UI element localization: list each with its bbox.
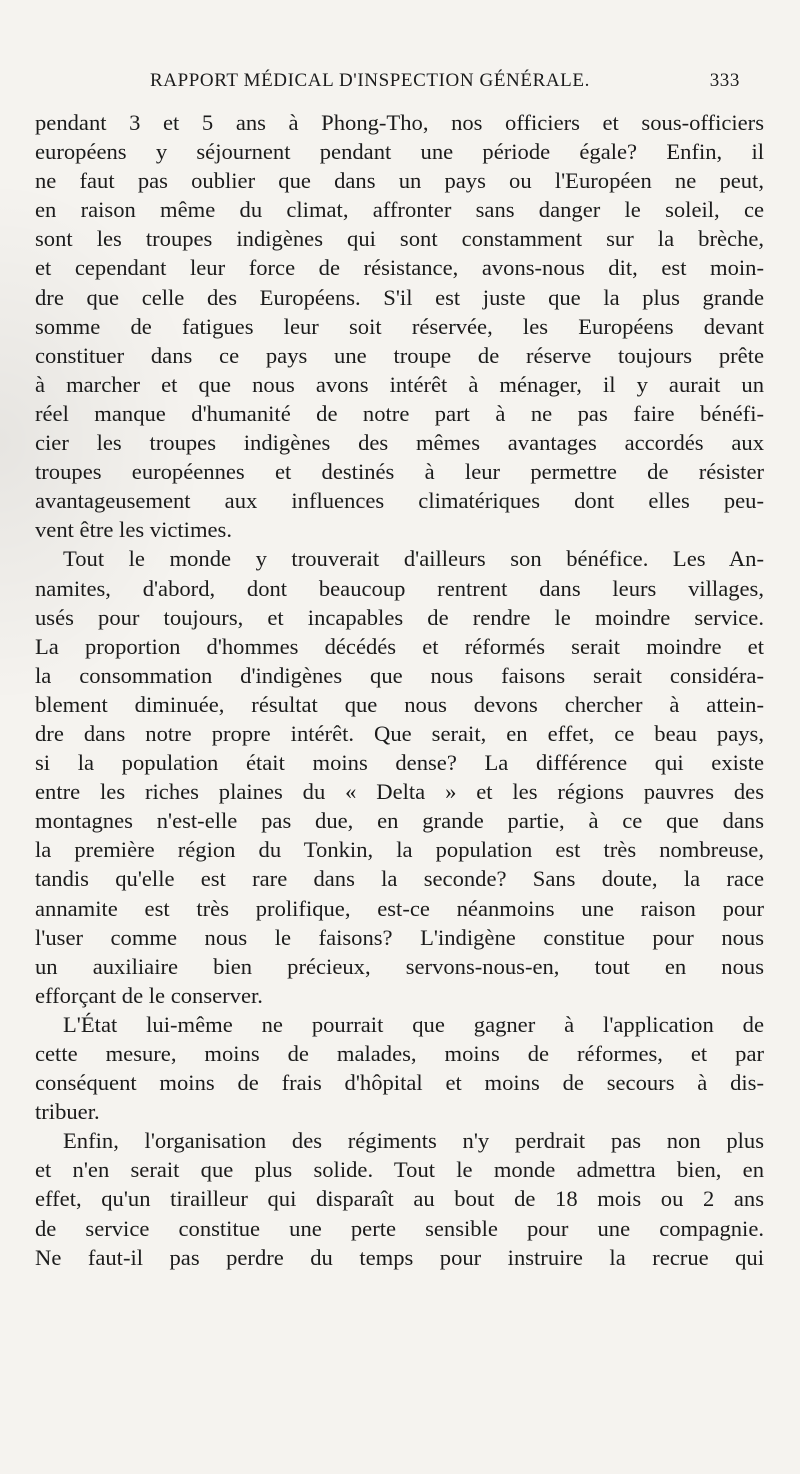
body-text [35, 108, 764, 1272]
text-line: somme de fatigues leur soit réservée, les Européens devant [35, 313, 764, 339]
text-line: cier les troupes indigènes des mêmes avantages accordés aux [35, 430, 764, 456]
text-line: la consommation d'indigènes que nous faisons serait considéra- [35, 662, 764, 688]
text-line: en raison même du climat, affronter sans danger le soleil, ce [35, 197, 764, 223]
text-line: l'user comme nous le faisons? L'indigène constitue pour nous [35, 924, 764, 950]
text-line: usés pour toujours, et incapables de rendre le moindre service. [35, 604, 764, 630]
text-line: vent être les victimes. [35, 517, 233, 543]
text-line: conséquent moins de frais d'hôpital et moins de secours à dis- [35, 1070, 764, 1096]
text-line: Ne faut-il pas perdre du temps pour instruire la recrue qui [35, 1244, 764, 1270]
text-line: namites, d'abord, dont beaucoup rentrent dans leurs villages, [35, 575, 764, 601]
text-line: entre les riches plaines du « Delta » et les régions pauvres des [35, 779, 764, 805]
running-title: RAPPORT MÉDICAL D'INSPECTION GÉNÉRALE. [150, 70, 590, 91]
text-line: pendant 3 et 5 ans à Phong-Tho, nos officiers et sous-officiers [35, 110, 764, 135]
text-line: ne faut pas oublier que dans un pays ou l'Européen ne peut, [35, 168, 764, 194]
text-line: effet, qu'un tirailleur qui disparaît au bout de 18 mois ou 2 ans [35, 1186, 764, 1212]
text-line: efforçant de le conserver. [35, 982, 263, 1008]
text-line: annamite est très prolifique, est-ce néanmoins une raison pour [35, 895, 764, 921]
page-number: 333 [709, 70, 740, 91]
text-line: à marcher et que nous avons intérêt à ménager, il y aurait un [35, 371, 764, 397]
text-line: troupes européennes et destinés à leur permettre de résister [35, 459, 764, 485]
text-line: cette mesure, moins de malades, moins de réformes, et par [35, 1041, 764, 1066]
text-line: constituer dans ce pays une troupe de réserve toujours prête [35, 342, 764, 368]
page-header [150, 70, 740, 96]
text-line: européens y séjournent pendant une période égale? Enfin, il [35, 139, 764, 165]
text-line: et cependant leur force de résistance, avons-nous dit, est moin- [35, 255, 764, 281]
text-line: Tout le monde y trouverait d'ailleurs son bénéfice. Les An- [63, 546, 764, 572]
text-line: sont les troupes indigènes qui sont constamment sur la brèche, [35, 226, 764, 252]
text-line: tandis qu'elle est rare dans la seconde? Sans doute, la race [35, 866, 764, 892]
text-line: réel manque d'humanité de notre part à ne pas faire bénéfi- [35, 400, 764, 426]
text-line: dre que celle des Européens. S'il est juste que la plus grande [35, 284, 764, 310]
text-line: avantageusement aux influences climatériques dont elles peu- [35, 488, 764, 514]
text-line: de service constitue une perte sensible pour une compagnie. [35, 1215, 764, 1241]
text-line: blement diminuée, résultat que nous devons chercher à attein- [35, 691, 764, 717]
text-line: L'État lui-même ne pourrait que gagner à l'application de [63, 1011, 764, 1037]
text-line: montagnes n'est-elle pas due, en grande partie, à ce que dans [35, 808, 764, 834]
text-line: et n'en serait que plus solide. Tout le monde admettra bien, en [35, 1157, 764, 1183]
text-line: tribuer. [35, 1099, 100, 1125]
text-line: Enfin, l'organisation des régiments n'y perdrait pas non plus [63, 1128, 764, 1154]
text-line: dre dans notre propre intérêt. Que serait, en effet, ce beau pays, [35, 720, 764, 746]
text-line: La proportion d'hommes décédés et réformés serait moindre et [35, 633, 764, 659]
text-line: un auxiliaire bien précieux, servons-nous-en, tout en nous [35, 953, 764, 979]
text-line: si la population était moins dense? La différence qui existe [35, 750, 764, 776]
text-line: la première région du Tonkin, la population est très nombreuse, [35, 837, 764, 863]
